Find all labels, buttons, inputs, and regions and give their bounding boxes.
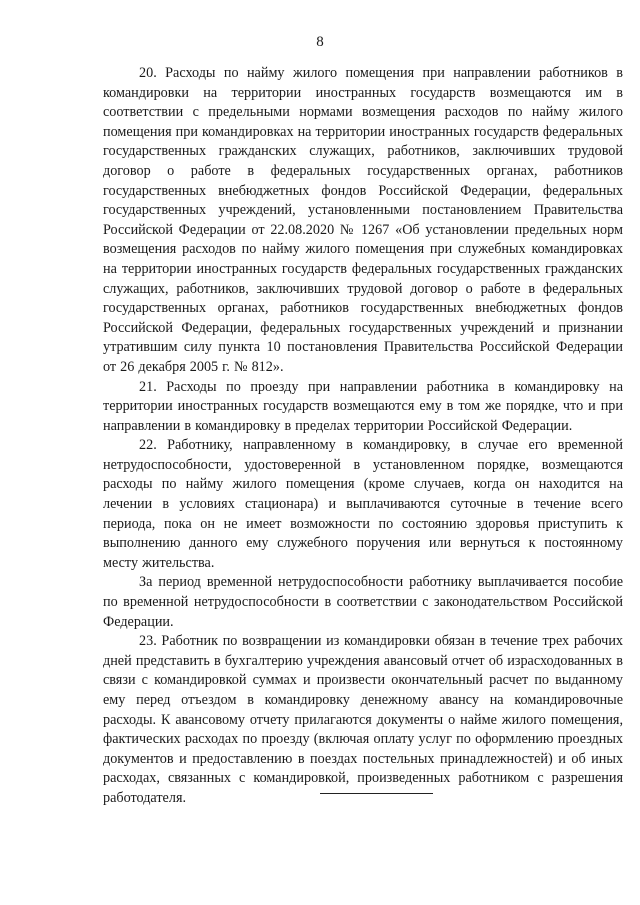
paragraph-21: 21. Расходы по проезду при направлении работника в командировку на территории иностранных государств возмещаются ему в том же порядке, что и при направлении в командировку в пределах территории Российской Федерации. [103,378,623,434]
page-number: 8 [316,34,324,50]
paragraph-20: 20. Расходы по найму жилого помещения при направлении работников в командировки на территории иностранных государств возмещаются им в соответствии с предельными нормами возмещения расходов по найму жилого помещения при командировках на территории иностранных государств федеральных государственных гражданских служащих, работников, заключивших трудовой договор о работе в федеральных государственных органах, работников государственных внебюджетных фондов Российской Федерации, федеральных государственных учреждений, установленными постановлением Правительства Российской Федерации от 22.08.2020 № 1267 «Об установлении предельных норм возмещения расходов по найму жилого помещения при служебных командировках на территории иностранных государств федеральных государственных гражданских служащих, работников, заключивших трудовой договор о работе в федеральных государственных органах, работников государственных внебюджетных фондов Российской Федерации, федеральных государственных учреждений и признании утратившим силу пункта 10 постановления Правительства Российской Федерации от 26 декабря 2005 г. № 812». [103,65,623,375]
paragraph-22-continuation: За период временной нетрудоспособности работнику выплачивается пособие по временной нетрудоспособности в соответствии с законодательством Российской Федерации. [103,574,623,630]
paragraph-23: 23. Работник по возвращении из командировки обязан в течение трех рабочих дней представить в бухгалтерию учреждения авансовый отчет об израсходованных в связи с командировкой суммах и произвести окончательный расчет по выданному ему перед отъездом в командировку денежному авансу на командировочные расходы. К авансовому отчету прилагаются документы о найме жилого помещения, фактических расходах по проезду (включая оплату услуг по оформлению проездных документов и предоставлению в поездах постельных принадлежностей) и об иных расходах, связанных с командировкой, произведенных работником с разрешения работодателя. [103,633,623,806]
paragraph-22: 22. Работнику, направленному в командировку, в случае его временной нетрудоспособности, удостоверенной в установленном порядке, возмещаются расходы по найму жилого помещения (кроме случаев, когда он находится на лечении в условиях стационара) и выплачиваются суточные в течение всего периода, пока он не имеет возможности по состоянию здоровья приступить к выполнению данного ему служебного поручения или вернуться к постоянному месту жительства. [103,437,623,571]
document-body [103,64,623,809]
end-of-text-rule [320,793,433,794]
